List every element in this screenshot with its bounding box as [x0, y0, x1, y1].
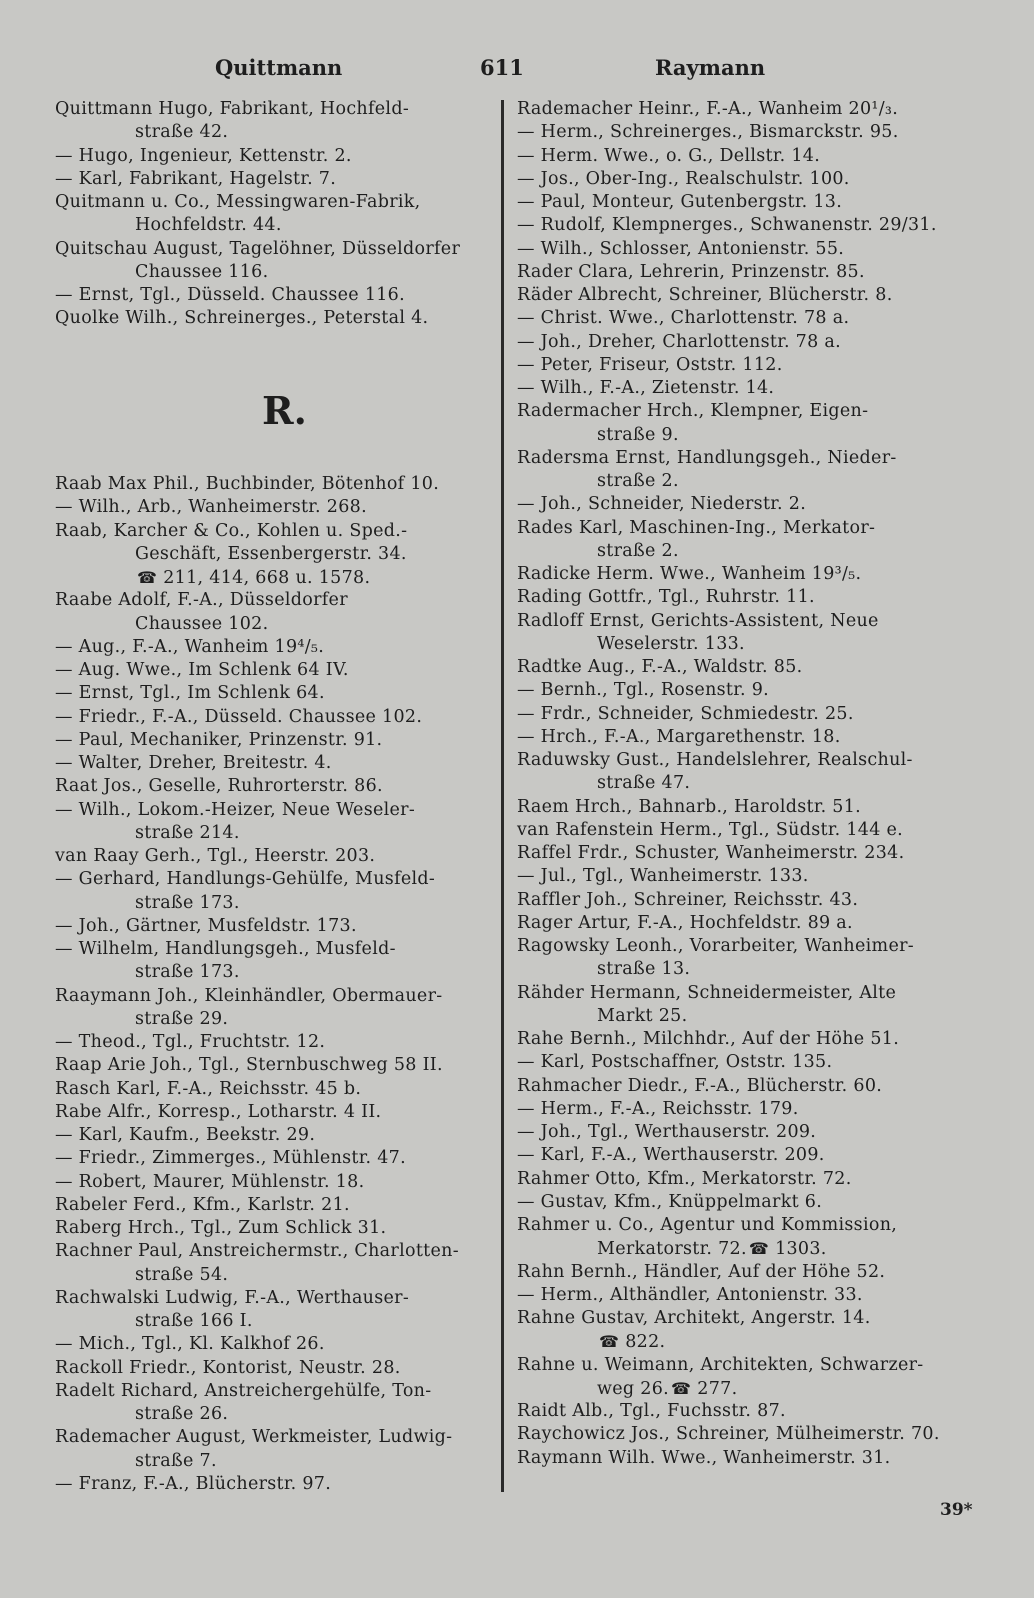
directory-entry — [517, 377, 977, 400]
phone-number: 211, 414, 668 u. 1578. — [163, 568, 371, 588]
directory-entry — [517, 1168, 977, 1191]
telephone-icon: ☎ — [599, 1332, 620, 1352]
entry-text: straße 173. — [135, 962, 240, 983]
entry-continuation-line — [55, 892, 515, 915]
entry-continuation-line — [517, 1005, 977, 1028]
directory-entry — [517, 749, 977, 772]
entry-text: Radersma Ernst, Handlungsgeh., Nieder- — [517, 447, 897, 468]
directory-entry — [55, 752, 515, 775]
entry-text: Rahmer Otto, Kfm., Merkatorstr. 72. — [517, 1168, 852, 1189]
entry-text: — Jul., Tgl., Wanheimerstr. 133. — [517, 866, 809, 887]
entry-text: Rachner Paul, Anstreichermstr., Charlotten- — [55, 1241, 459, 1262]
directory-entry — [517, 98, 977, 121]
directory-entry — [55, 1287, 515, 1310]
directory-entry — [517, 889, 977, 912]
entry-text: Radelt Richard, Anstreichergehülfe, Ton- — [55, 1380, 432, 1401]
entry-text: Rager Artur, F.-A., Hochfeldstr. 89 a. — [517, 912, 853, 933]
entry-continuation-line — [55, 1264, 515, 1287]
right-column-entries — [517, 98, 977, 1470]
directory-entry — [55, 868, 515, 891]
directory-entry — [55, 473, 515, 496]
entry-continuation-line — [517, 772, 977, 795]
entry-text: Raychowicz Jos., Schreiner, Mülheimerstr. 70. — [517, 1424, 940, 1445]
directory-entry — [517, 1423, 977, 1446]
directory-entry — [517, 610, 977, 633]
entry-text: Rasch Karl, F.-A., Reichsstr. 45 b. — [55, 1078, 362, 1099]
directory-entry — [55, 168, 515, 191]
entry-text: Rahn Bernh., Händler, Auf der Höhe 52. — [517, 1261, 886, 1282]
entry-text: Radtke Aug., F.-A., Waldstr. 85. — [517, 657, 803, 677]
directory-entry — [55, 1054, 515, 1077]
phone-number: 822. — [625, 1332, 666, 1353]
entry-text: — Frdr., Schneider, Schmiedestr. 25. — [517, 703, 854, 724]
directory-entry — [517, 168, 977, 191]
section-letter: R. — [262, 388, 307, 433]
running-head-left: Quittmann — [215, 55, 343, 80]
entry-continuation-line — [55, 961, 515, 984]
entry-text: — Herm., Schreinerges., Bismarckstr. 95. — [517, 122, 899, 143]
entry-text: Raduwsky Gust., Handelslehrer, Realschul- — [517, 750, 913, 770]
entry-text: — Herm. Wwe., o. G., Dellstr. 14. — [517, 145, 821, 166]
entry-text: — Aug. Wwe., Im Schlenk 64 IV. — [55, 660, 349, 680]
directory-entry — [55, 1357, 515, 1380]
directory-entry — [517, 1354, 977, 1377]
directory-entry — [517, 912, 977, 935]
entry-text: — Paul, Monteur, Gutenbergstr. 13. — [517, 192, 843, 212]
entry-text: Radermacher Hrch., Klempner, Eigen- — [517, 401, 869, 422]
entry-text: — Hrch., F.-A., Margarethenstr. 18. — [517, 726, 841, 747]
directory-entry — [517, 447, 977, 470]
entry-text: Räder Albrecht, Schreiner, Blücherstr. 8. — [517, 285, 893, 305]
phone-number: 1303. — [775, 1239, 827, 1260]
directory-entry — [55, 98, 515, 121]
directory-entry — [55, 1101, 515, 1124]
entry-text: Geschäft, Essenbergerstr. 34. — [135, 543, 407, 564]
entry-text: — Friedr., F.-A., Düsseld. Chaussee 102. — [55, 706, 423, 727]
entry-text: Rahmacher Diedr., F.-A., Blücherstr. 60. — [517, 1075, 883, 1096]
directory-entry — [517, 1028, 977, 1051]
entry-continuation-line — [55, 261, 515, 284]
entry-text: Chaussee 116. — [135, 261, 269, 282]
directory-entry — [517, 1284, 977, 1307]
directory-entry — [55, 845, 515, 868]
entry-text: straße 13. — [597, 959, 691, 980]
directory-entry — [517, 982, 977, 1005]
entry-continuation-line — [517, 1330, 977, 1353]
directory-entry — [517, 214, 977, 237]
telephone-icon: ☎ — [137, 568, 158, 587]
directory-entry — [517, 354, 977, 377]
entry-continuation-line — [517, 1237, 977, 1260]
directory-entry — [55, 589, 515, 612]
directory-entry — [517, 1400, 977, 1423]
entry-continuation-line — [55, 613, 515, 636]
directory-entry — [55, 307, 515, 330]
directory-entry — [517, 563, 977, 586]
entry-text: Raab, Karcher & Co., Kohlen u. Sped.- — [55, 520, 408, 541]
entry-text: — Karl, Postschaffner, Oststr. 135. — [517, 1052, 833, 1073]
entry-text: Raberg Hrch., Tgl., Zum Schlick 31. — [55, 1218, 387, 1238]
directory-entry — [517, 145, 977, 168]
directory-entry — [55, 682, 515, 705]
entry-text: van Rafenstein Herm., Tgl., Südstr. 144 e. — [517, 819, 904, 840]
entry-text: Rabeler Ferd., Kfm., Karlstr. 21. — [55, 1194, 350, 1215]
directory-entry — [517, 726, 977, 749]
directory-entry — [55, 520, 515, 543]
entry-text: — Friedr., Zimmerges., Mühlenstr. 47. — [55, 1148, 406, 1169]
entry-text: Radloff Ernst, Gerichts-Assistent, Neue — [517, 610, 879, 631]
directory-entry — [517, 517, 977, 540]
directory-entry — [55, 1078, 515, 1101]
directory-entry — [517, 679, 977, 702]
left-column-q-entries — [55, 98, 515, 331]
directory-entry — [55, 1426, 515, 1449]
directory-entry — [517, 1051, 977, 1074]
directory-entry — [55, 1240, 515, 1263]
directory-entry — [55, 915, 515, 938]
entry-text: Rachwalski Ludwig, F.-A., Werthauser- — [55, 1287, 410, 1308]
entry-continuation-line — [55, 1310, 515, 1333]
directory-entry — [55, 145, 515, 168]
entry-text: — Franz, F.-A., Blücherstr. 97. — [55, 1473, 332, 1494]
entry-text: Markt 25. — [597, 1005, 688, 1026]
column-divider — [501, 100, 504, 1492]
directory-entry — [55, 1473, 515, 1496]
entry-text: straße 47. — [597, 773, 691, 794]
entry-text: straße 173. — [135, 892, 240, 913]
entry-text: — Wilh., Lokom.-Heizer, Neue Weseler- — [55, 799, 416, 820]
entry-text: — Gustav, Kfm., Knüppelmarkt 6. — [517, 1191, 823, 1212]
entry-text: Raidt Alb., Tgl., Fuchsstr. 87. — [517, 1401, 786, 1421]
directory-entry — [517, 1214, 977, 1237]
entry-text: — Robert, Maurer, Mühlenstr. 18. — [55, 1171, 365, 1192]
directory-entry — [517, 1144, 977, 1167]
entry-continuation-line — [517, 633, 977, 656]
entry-text: Raymann Wilh. Wwe., Wanheimerstr. 31. — [517, 1447, 891, 1468]
directory-entry — [517, 1075, 977, 1098]
running-head-right: Raymann — [655, 55, 766, 80]
entry-text: Rabe Alfr., Korresp., Lotharstr. 4 II. — [55, 1101, 382, 1122]
directory-entry — [517, 307, 977, 330]
entry-text: — Gerhard, Handlungs-Gehülfe, Musfeld- — [55, 869, 436, 890]
directory-entry — [517, 261, 977, 284]
directory-entry — [517, 1261, 977, 1284]
directory-entry — [517, 796, 977, 819]
signature-mark: 39* — [940, 1500, 973, 1520]
directory-entry — [55, 985, 515, 1008]
entry-continuation-line — [55, 1450, 515, 1473]
entry-text: straße 2. — [597, 540, 679, 561]
entry-text: — Bernh., Tgl., Rosenstr. 9. — [517, 680, 770, 701]
entry-text: straße 166 I. — [135, 1311, 253, 1331]
entry-continuation-line — [55, 822, 515, 845]
entry-text: Rähder Hermann, Schneidermeister, Alte — [517, 982, 897, 1003]
entry-text: — Herm., Althändler, Antonienstr. 33. — [517, 1284, 863, 1305]
entry-text: Rahe Bernh., Milchhdr., Auf der Höhe 51. — [517, 1029, 900, 1049]
directory-entry — [55, 729, 515, 752]
entry-text: Quolke Wilh., Schreinerges., Peterstal 4. — [55, 308, 429, 329]
directory-entry — [55, 284, 515, 307]
entry-text: — Herm., F.-A., Reichsstr. 179. — [517, 1098, 799, 1119]
directory-entry — [517, 121, 977, 144]
entry-text: — Wilh., Arb., Wanheimerstr. 268. — [55, 497, 367, 518]
entry-text: — Joh., Tgl., Werthauserstr. 209. — [517, 1122, 817, 1142]
entry-text: straße 29. — [135, 1008, 229, 1029]
entry-text: — Ernst, Tgl., Im Schlenk 64. — [55, 683, 325, 704]
page-number: 611 — [480, 55, 524, 80]
directory-entry — [517, 656, 977, 679]
entry-text: straße 7. — [135, 1450, 217, 1471]
directory-entry — [517, 1447, 977, 1470]
entry-text: weg 26. — [597, 1378, 670, 1399]
directory-entry — [517, 284, 977, 307]
directory-entry — [55, 799, 515, 822]
directory-entry — [55, 706, 515, 729]
directory-entry — [55, 1217, 515, 1240]
directory-entry — [517, 1307, 977, 1330]
entry-text: Rading Gottfr., Tgl., Ruhrstr. 11. — [517, 587, 815, 608]
directory-entry — [517, 331, 977, 354]
directory-entry — [517, 865, 977, 888]
entry-continuation-line — [55, 121, 515, 144]
entry-text: Quittmann Hugo, Fabrikant, Hochfeld- — [55, 99, 410, 119]
directory-entry — [55, 1031, 515, 1054]
entry-text: — Aug., F.-A., Wanheim 19⁴/₅. — [55, 636, 325, 657]
entry-text: — Joh., Gärtner, Musfeldstr. 173. — [55, 915, 357, 936]
directory-entry — [55, 1124, 515, 1147]
entry-text: Rades Karl, Maschinen-Ing., Merkator- — [517, 517, 876, 538]
left-column-r-entries — [55, 473, 515, 1496]
telephone-icon: ☎ — [671, 1378, 692, 1398]
entry-text: — Karl, Fabrikant, Hagelstr. 7. — [55, 168, 337, 189]
entry-text: — Walter, Dreher, Breitestr. 4. — [55, 753, 332, 773]
directory-entry — [55, 659, 515, 682]
directory-entry — [55, 1147, 515, 1170]
entry-continuation-line — [55, 1403, 515, 1426]
entry-text: Raabe Adolf, F.-A., Düsseldorfer — [55, 590, 348, 611]
entry-text: Hochfeldstr. 44. — [135, 215, 282, 236]
entry-text: van Raay Gerh., Tgl., Heerstr. 203. — [55, 846, 376, 866]
entry-text: Radicke Herm. Wwe., Wanheim 19³/₅. — [517, 564, 862, 584]
entry-continuation-line — [517, 424, 977, 447]
directory-entry — [517, 703, 977, 726]
entry-text: straße 54. — [135, 1264, 229, 1285]
entry-text: — Theod., Tgl., Fruchtstr. 12. — [55, 1032, 326, 1052]
entry-text: — Joh., Dreher, Charlottenstr. 78 a. — [517, 331, 842, 352]
directory-entry — [55, 1333, 515, 1356]
entry-text: straße 9. — [597, 424, 679, 445]
entry-text: Rademacher Heinr., F.-A., Wanheim 20¹/₃. — [517, 99, 899, 119]
entry-text: — Karl, F.-A., Werthauserstr. 209. — [517, 1145, 825, 1166]
entry-continuation-line — [55, 214, 515, 237]
directory-entry — [55, 636, 515, 659]
entry-text: Chaussee 102. — [135, 613, 269, 634]
entry-text: — Ernst, Tgl., Düsseld. Chaussee 116. — [55, 285, 405, 305]
entry-text: Rademacher August, Werkmeister, Ludwig- — [55, 1427, 453, 1448]
directory-entry — [517, 400, 977, 423]
entry-continuation-line — [55, 543, 515, 566]
entry-text: — Wilhelm, Handlungsgeh., Musfeld- — [55, 939, 396, 959]
entry-text: Raab Max Phil., Buchbinder, Bötenhof 10. — [55, 474, 440, 494]
directory-entry — [517, 819, 977, 842]
directory-entry — [517, 493, 977, 516]
entry-text: — Peter, Friseur, Oststr. 112. — [517, 354, 783, 375]
directory-entry — [55, 191, 515, 214]
entry-text: Rader Clara, Lehrerin, Prinzenstr. 85. — [517, 261, 865, 282]
directory-entry — [55, 496, 515, 519]
directory-entry — [55, 775, 515, 798]
directory-entry — [55, 1380, 515, 1403]
entry-text: Rahne u. Weimann, Architekten, Schwarzer- — [517, 1354, 924, 1375]
entry-text: Quitmann u. Co., Messingwaren-Fabrik, — [55, 192, 421, 212]
entry-text: straße 2. — [597, 471, 679, 491]
entry-text: Raffler Joh., Schreiner, Reichsstr. 43. — [517, 889, 859, 910]
entry-text: — Hugo, Ingenieur, Kettenstr. 2. — [55, 145, 352, 166]
entry-continuation-line — [517, 540, 977, 563]
directory-entry — [55, 1194, 515, 1217]
entry-text: Ragowsky Leonh., Vorarbeiter, Wanheimer- — [517, 936, 914, 956]
entry-text: — Christ. Wwe., Charlottenstr. 78 a. — [517, 308, 850, 329]
directory-entry — [517, 586, 977, 609]
entry-text: straße 42. — [135, 122, 229, 143]
directory-entry — [517, 191, 977, 214]
entry-text: straße 214. — [135, 822, 240, 843]
entry-text: Weselerstr. 133. — [597, 633, 745, 654]
entry-text: — Joh., Schneider, Niederstr. 2. — [517, 494, 807, 515]
entry-text: straße 26. — [135, 1404, 229, 1424]
entry-continuation-line — [55, 566, 515, 589]
entry-text: Merkatorstr. 72. — [597, 1239, 747, 1260]
entry-text: Raaymann Joh., Kleinhändler, Obermauer- — [55, 985, 443, 1006]
entry-text: — Jos., Ober-Ing., Realschulstr. 100. — [517, 168, 850, 189]
entry-continuation-line — [55, 1008, 515, 1031]
directory-entry — [55, 1171, 515, 1194]
entry-text: Rackoll Friedr., Kontorist, Neustr. 28. — [55, 1357, 401, 1378]
phone-number: 277. — [697, 1378, 738, 1399]
entry-text: Rahmer u. Co., Agentur und Kommission, — [517, 1215, 898, 1235]
entry-text: Quitschau August, Tagelöhner, Düsseldorfer — [55, 238, 461, 259]
entry-text: — Wilh., F.-A., Zietenstr. 14. — [517, 378, 775, 398]
directory-entry — [55, 238, 515, 261]
entry-text: — Rudolf, Klempnerges., Schwanenstr. 29/31. — [517, 215, 937, 236]
entry-continuation-line — [517, 1377, 977, 1400]
entry-text: Raat Jos., Geselle, Ruhrorterstr. 86. — [55, 776, 383, 797]
directory-entry — [517, 238, 977, 261]
telephone-icon: ☎ — [748, 1239, 770, 1259]
entry-text: — Paul, Mechaniker, Prinzenstr. 91. — [55, 729, 383, 750]
entry-text: — Mich., Tgl., Kl. Kalkhof 26. — [55, 1334, 325, 1355]
directory-entry — [517, 1191, 977, 1214]
directory-entry — [517, 1098, 977, 1121]
entry-text: Rahne Gustav, Architekt, Angerstr. 14. — [517, 1308, 871, 1328]
directory-entry — [517, 1121, 977, 1144]
directory-entry — [517, 842, 977, 865]
entry-text: — Wilh., Schlosser, Antonienstr. 55. — [517, 238, 845, 259]
entry-text: Raem Hrch., Bahnarb., Haroldstr. 51. — [517, 796, 862, 817]
entry-text: Raffel Frdr., Schuster, Wanheimerstr. 234. — [517, 843, 905, 863]
entry-text: Raap Arie Joh., Tgl., Sternbuschweg 58 II. — [55, 1055, 443, 1076]
directory-entry — [55, 938, 515, 961]
entry-continuation-line — [517, 470, 977, 493]
entry-text: — Karl, Kaufm., Beekstr. 29. — [55, 1125, 316, 1145]
entry-continuation-line — [517, 958, 977, 981]
directory-entry — [517, 935, 977, 958]
